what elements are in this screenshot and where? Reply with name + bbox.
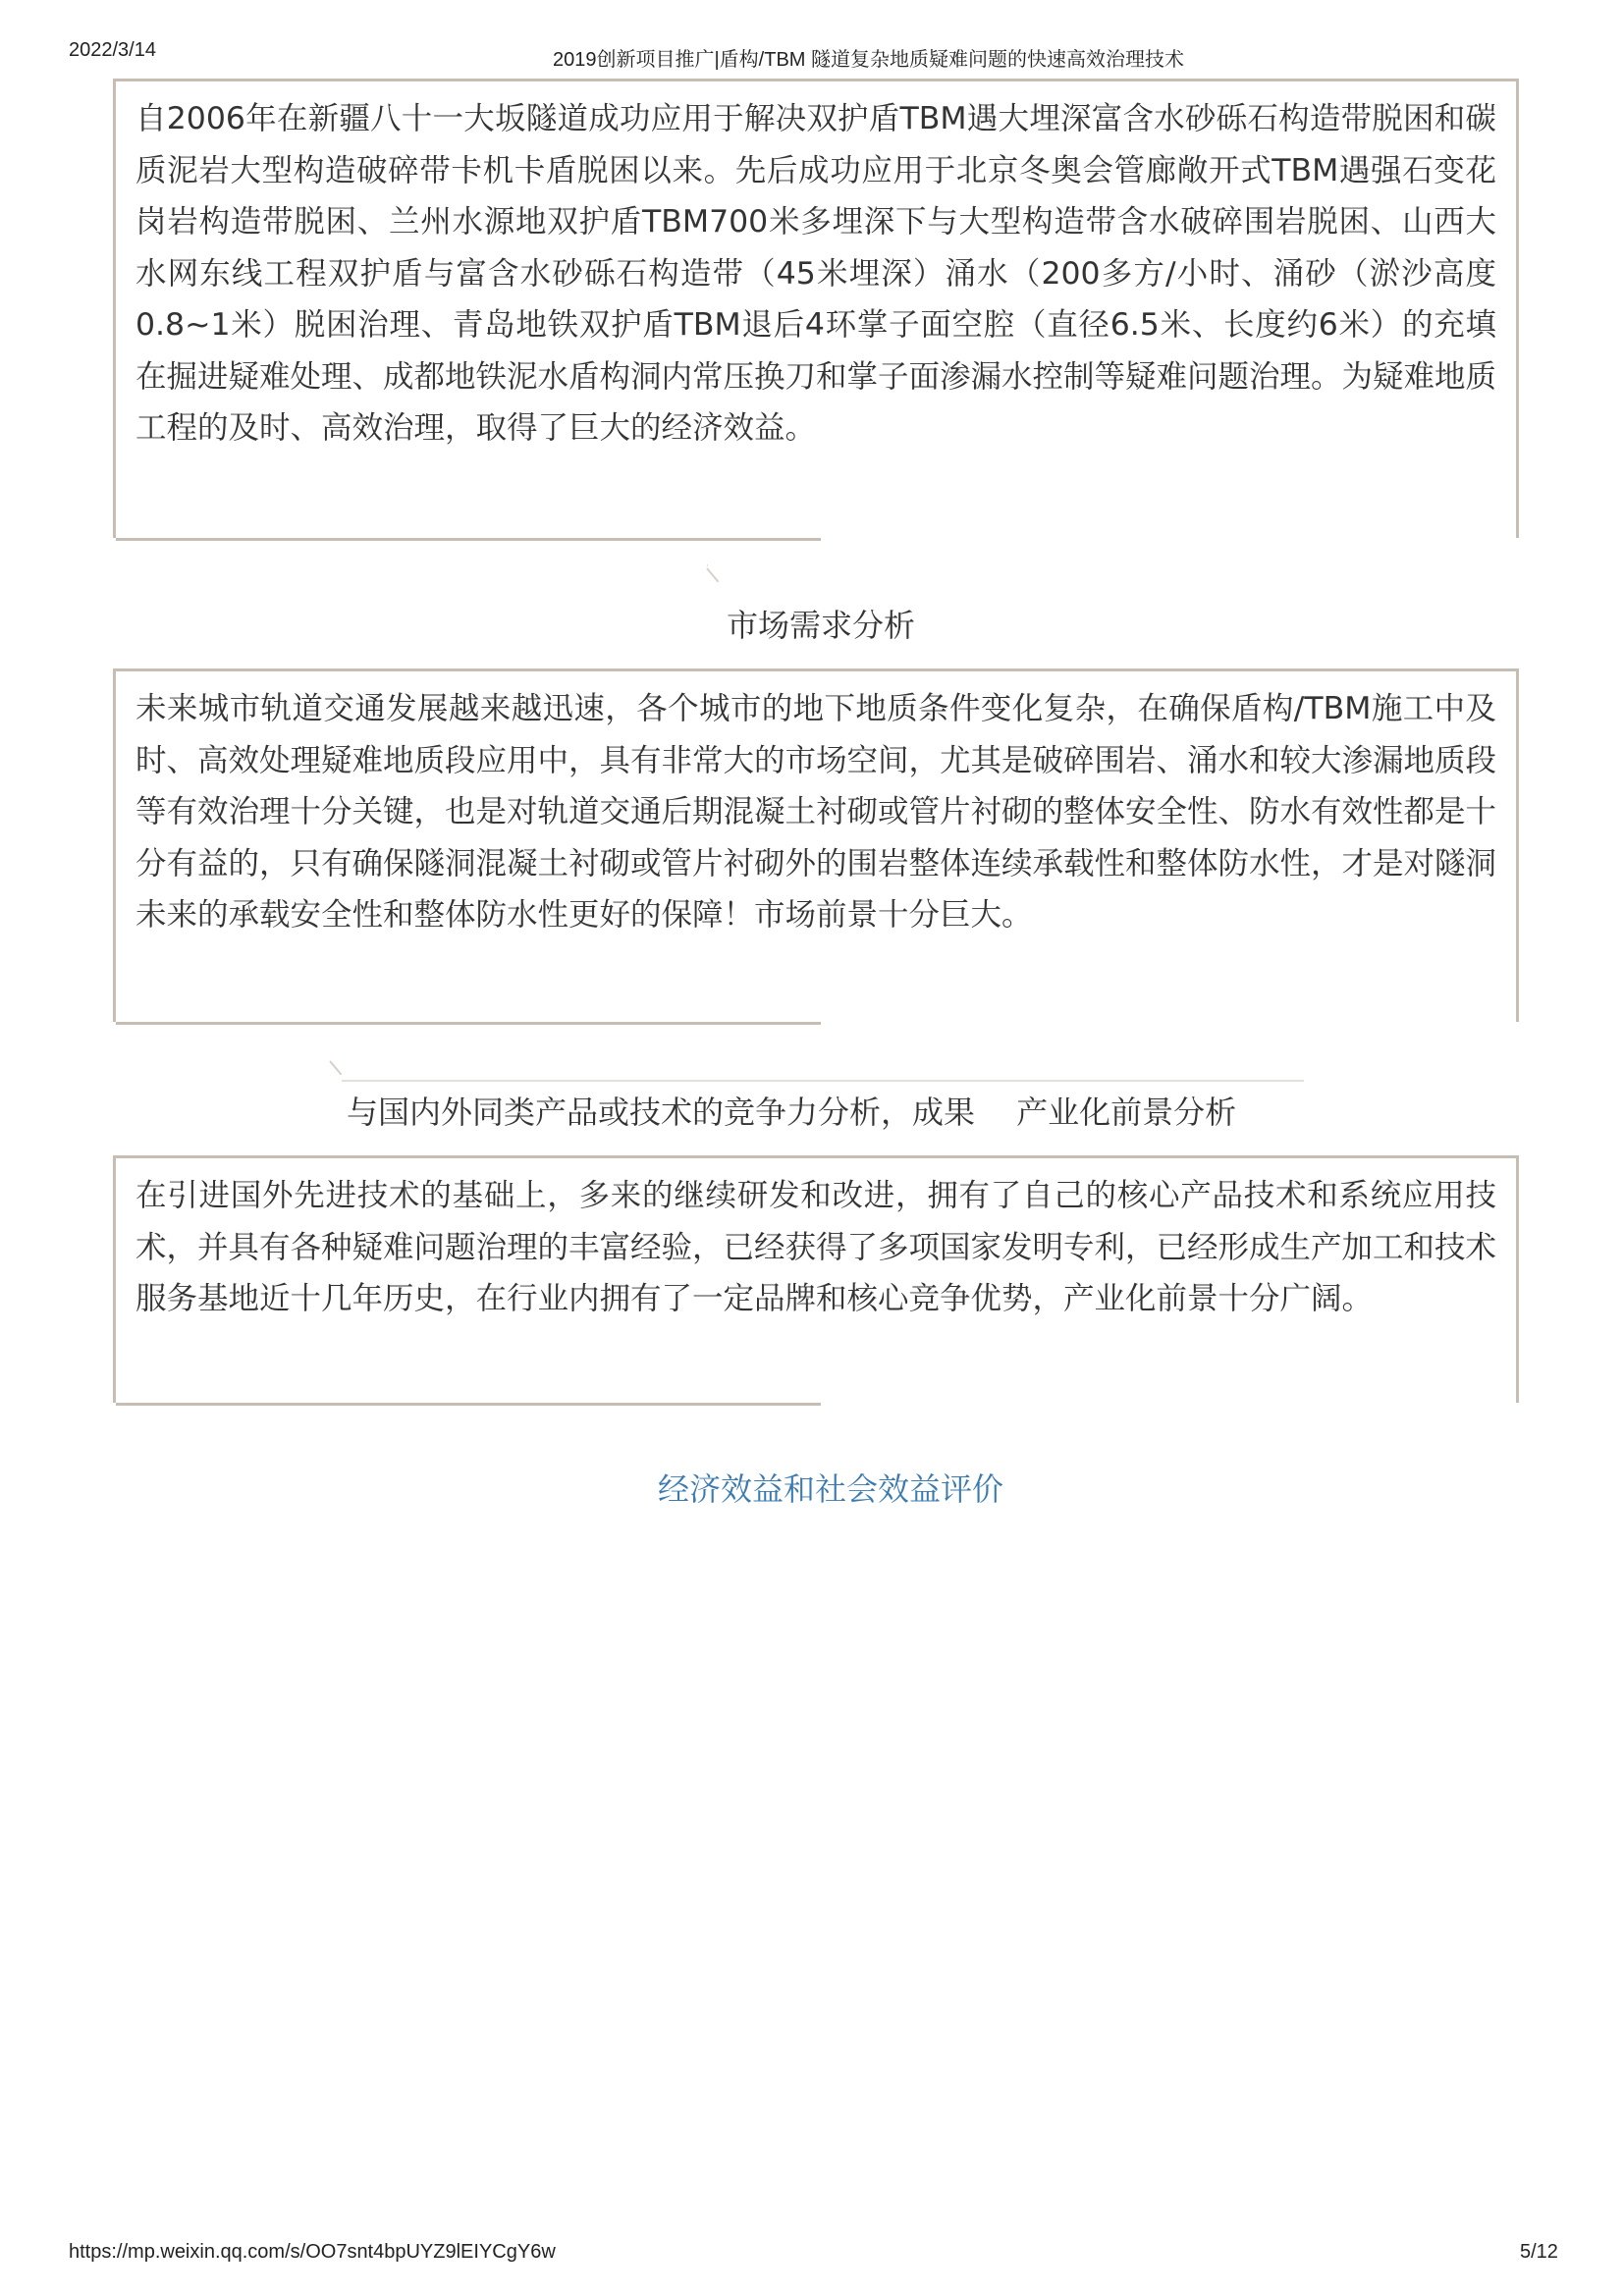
print-page-title: 2019创新项目推广|盾构/TBM 隧道复杂地质疑难问题的快速高效治理技术 — [553, 49, 1185, 71]
intro-paragraph: 自2006年在新疆八十一大坂隧道成功应用于解决双护盾TBM遇大埋深富含水砂砾石构造带脱困和碳质泥岩大型构造破碎带卡机卡盾脱困以来。先后成功应用于北京冬奥会管廊敞开式TBM遇强石变花岗岩构造带脱困、兰州水源地双护盾TBM700米多埋深下与大型构造带含水破碎围岩脱困、山西大水网东线工程双护盾与富含水砂砾石构造带（45米埋深）涌水（200多方/小时、涌砂（淤沙高度0.8~1米）脱困治理、青岛地铁双护盾TBM退后4环掌子面空腔（直径6.5米、长度约6米）的充填在掘进疑难处理、成都地铁泥水盾构洞内常压换刀和掌子面渗漏水控制等疑难问题治理。为疑难地质工程的及时、高效治理，取得了巨大的经济效益。 — [135, 101, 1497, 446]
section-divider — [707, 564, 708, 566]
competition-paragraph: 在引进国外先进技术的基础上，多来的继续研发和改进，拥有了自己的核心产品技术和系统应用技术，并具有各种疑难问题治理的丰富经验，已经获得了多项国家发明专利，已经形成生产加工和技术服务基地近十几年历史，在行业内拥有了一定品牌和核心竞争优势，产业化前景十分广阔。 — [135, 1178, 1497, 1316]
competition-section-box — [113, 1155, 1519, 1403]
print-date: 2022/3/14 — [69, 39, 156, 61]
section-divider — [342, 1080, 1304, 1082]
intro-section-box — [113, 79, 1519, 538]
market-paragraph: 未来城市轨道交通发展越来越迅速，各个城市的地下地质条件变化复杂，在确保盾构/TBM施工中及时、高效处理疑难地质段应用中，具有非常大的市场空间，尤其是破碎围岩、涌水和较大渗漏地质段等有效治理十分关键，也是对轨道交通后期混凝土衬砌或管片衬砌的整体安全性、防水有效性都是十分有益的，只有确保隧洞混凝土衬砌或管片衬砌外的围岩整体连续承载性和整体防水性，才是对隧洞未来的承载安全性和整体防水性更好的保障！市场前景十分巨大。 — [135, 691, 1497, 933]
box-bottom-border — [116, 1403, 821, 1406]
economic-benefit-heading[interactable]: 经济效益和社会效益评价 — [658, 1470, 1004, 1508]
box-bottom-border — [116, 1022, 821, 1025]
divider-tick-mark — [706, 567, 719, 582]
market-analysis-heading: 市场需求分析 — [727, 607, 916, 644]
market-section-box — [113, 668, 1519, 1022]
divider-tick-mark — [329, 1060, 342, 1075]
print-page-number: 5/12 — [1520, 2241, 1558, 2263]
box-bottom-border — [116, 538, 821, 541]
competition-analysis-heading: 与国内外同类产品或技术的竞争力分析，成果 产业化前景分析 — [347, 1094, 1237, 1131]
print-source-url: https://mp.weixin.qq.com/s/OO7snt4bpUYZ9lEIYCgY6w — [69, 2241, 556, 2263]
